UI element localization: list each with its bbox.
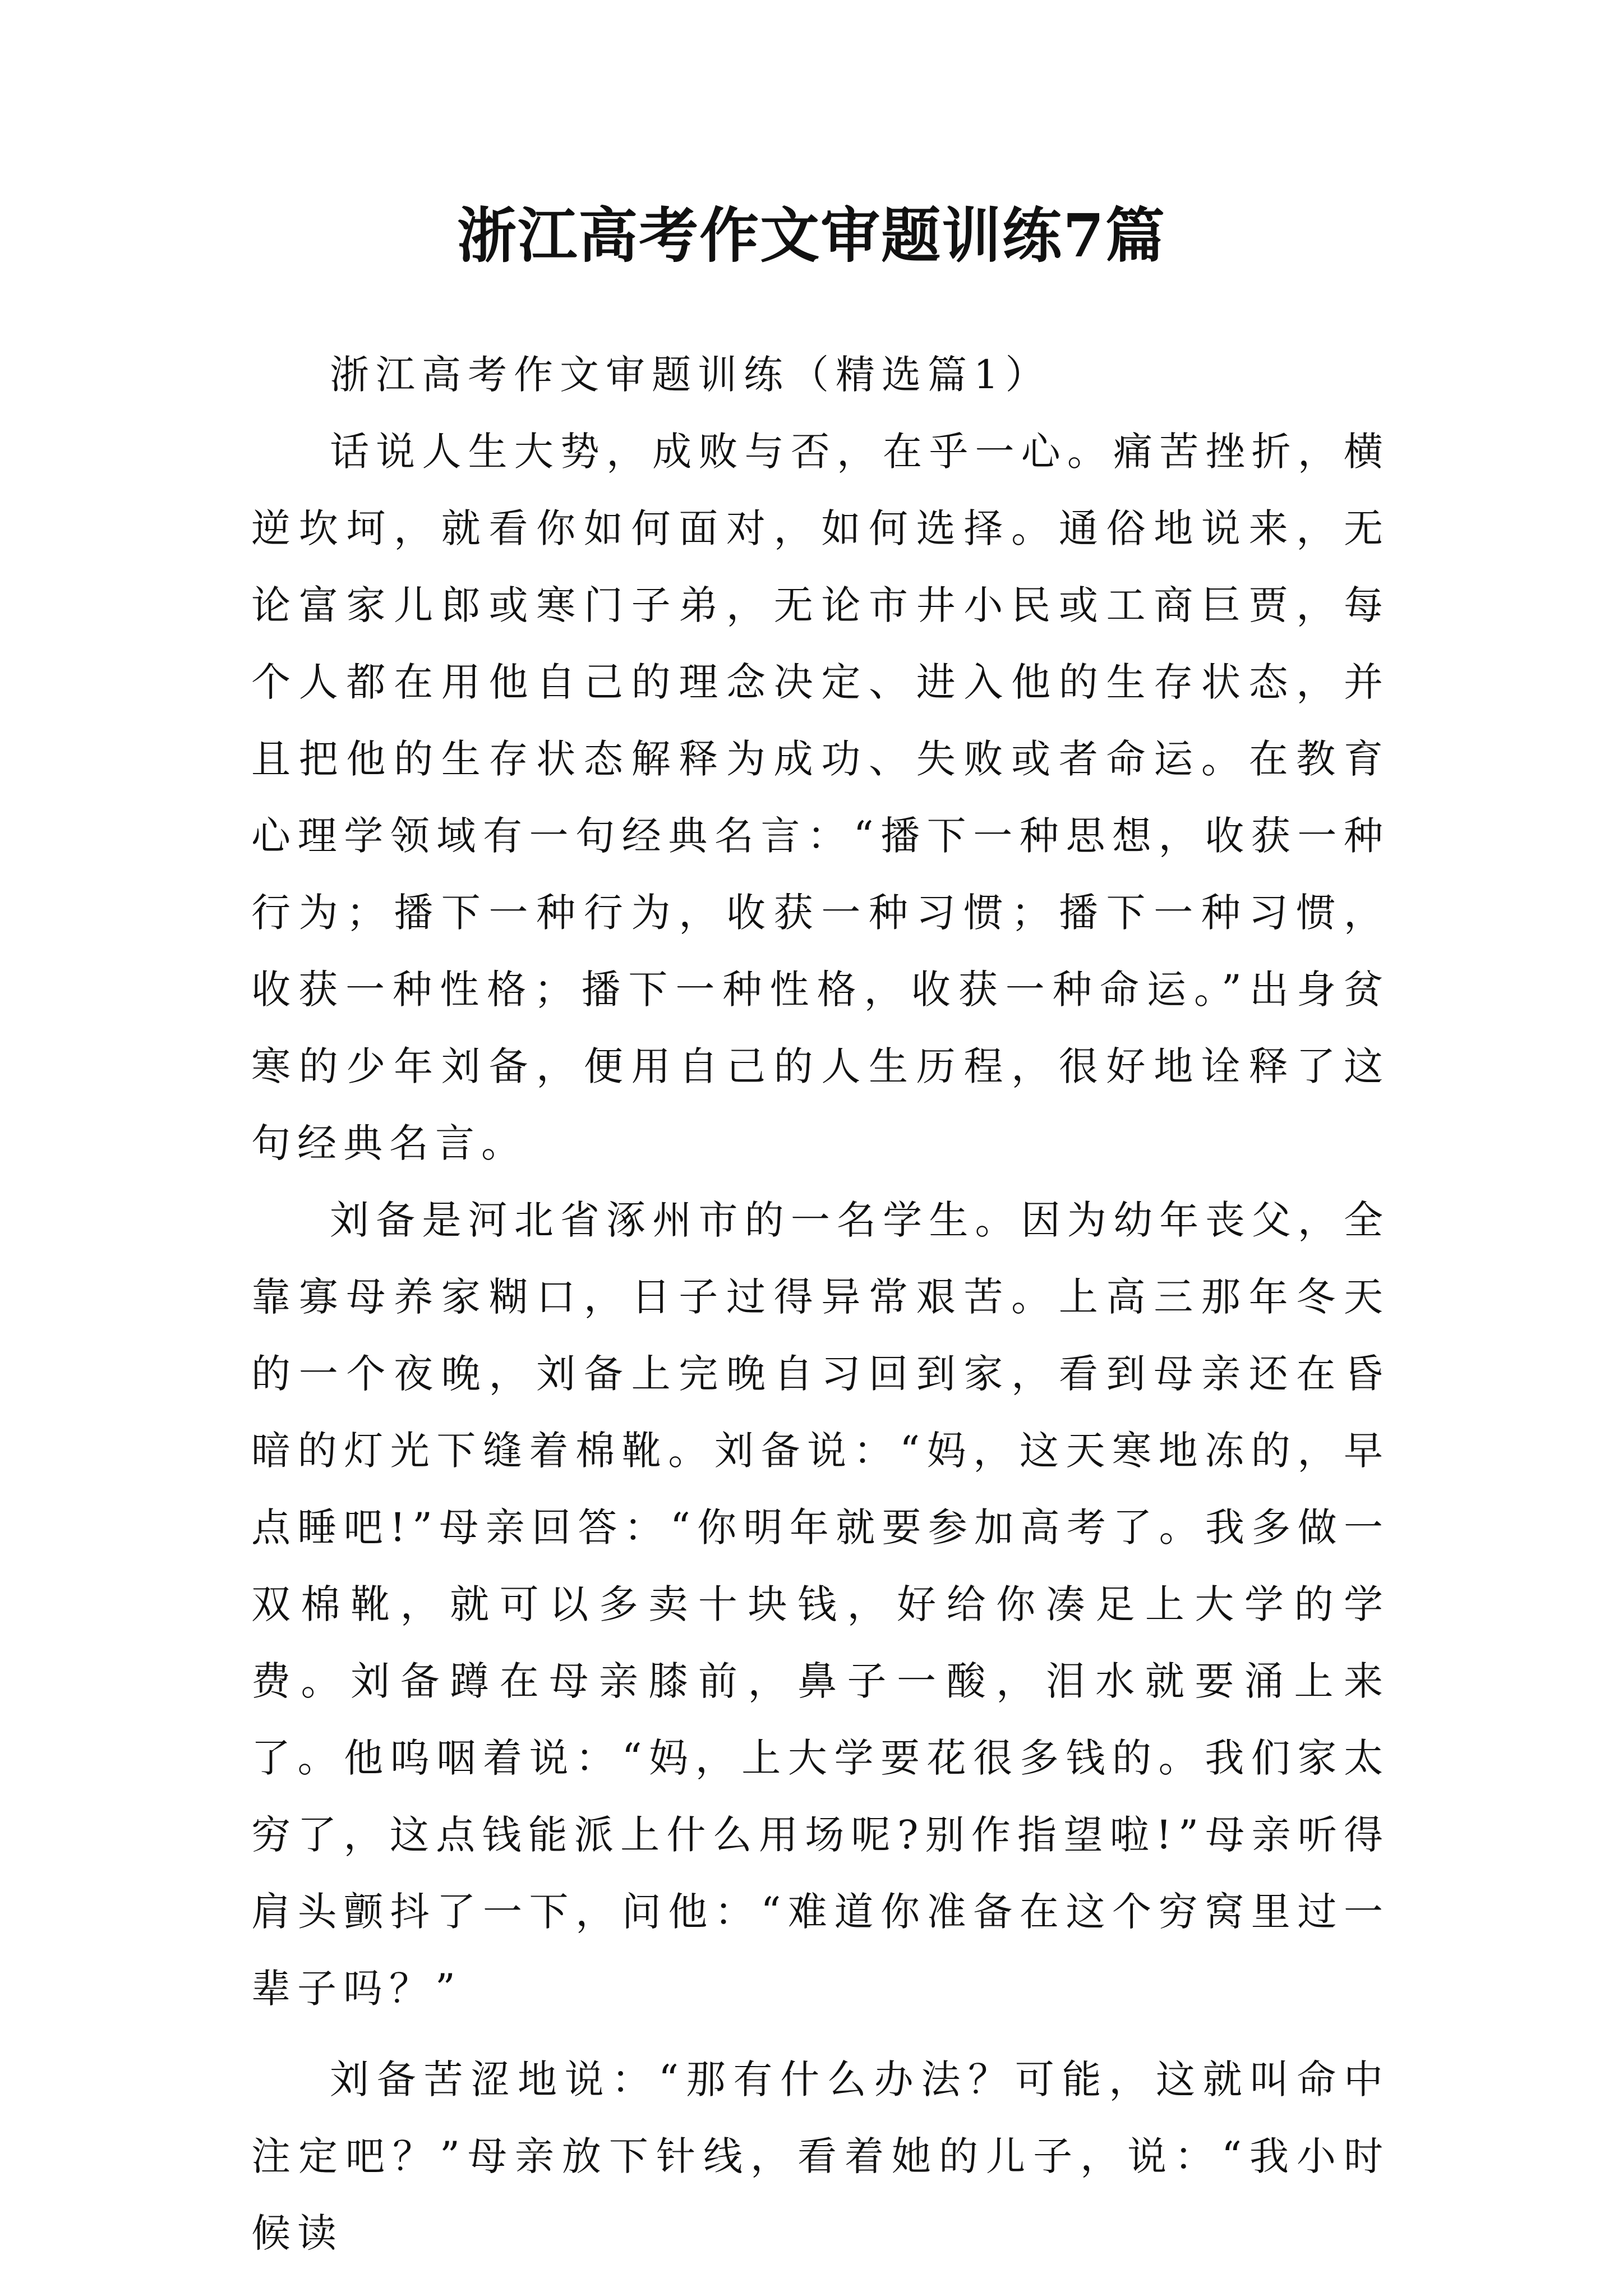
paragraph: 刘备苦涩地说：“那有什么办法？可能，这就叫命中注定吧？”母亲放下针线，看着她的儿子，说：“我小时候读	[251, 2056, 1390, 2256]
document-title: 浙江高考作文审题训练7篇	[457, 200, 1166, 270]
document-body	[251, 337, 1390, 2272]
section-heading: 浙江高考作文审题训练（精选篇1）	[330, 352, 1052, 398]
paragraph: 刘备是河北省涿州市的一名学生。因为幼年丧父，全靠寡母养家糊口，日子过得异常艰苦。上高三那年冬天的一个夜晚，刘备上完晚自习回到家，看到母亲还在昏暗的灯光下缝着棉靴。刘备说：“妈，这天寒地冻的，早点睡吧!”母亲回答：“你明年就要参加高考了。我多做一双棉靴，就可以多卖十块钱，好给你凑足上大学的学费。刘备蹲在母亲膝前，鼻子一酸，泪水就要涌上来了。他呜咽着说：“妈，上大学要花很多钱的。我们家太穷了，这点钱能派上什么用场呢?别作指望啦!”母亲听得肩头颤抖了一下，问他：“难道你准备在这个穷窝里过一辈子吗？”	[251, 1197, 1390, 2012]
paragraph: 话说人生大势，成败与否，在乎一心。痛苦挫折，横逆坎坷，就看你如何面对，如何选择。通俗地说来，无论富家儿郎或寒门子弟，无论市井小民或工商巨贾，每个人都在用他自己的理念决定、进入他的生存状态，并且把他的生存状态解释为成功、失败或者命运。在教育心理学领域有一句经典名言：“播下一种思想，收获一种行为；播下一种行为，收获一种习惯；播下一种习惯，收获一种性格；播下一种性格，收获一种命运。”出身贫寒的少年刘备，便用自己的人生历程，很好地诠释了这句经典名言。	[251, 429, 1390, 1166]
